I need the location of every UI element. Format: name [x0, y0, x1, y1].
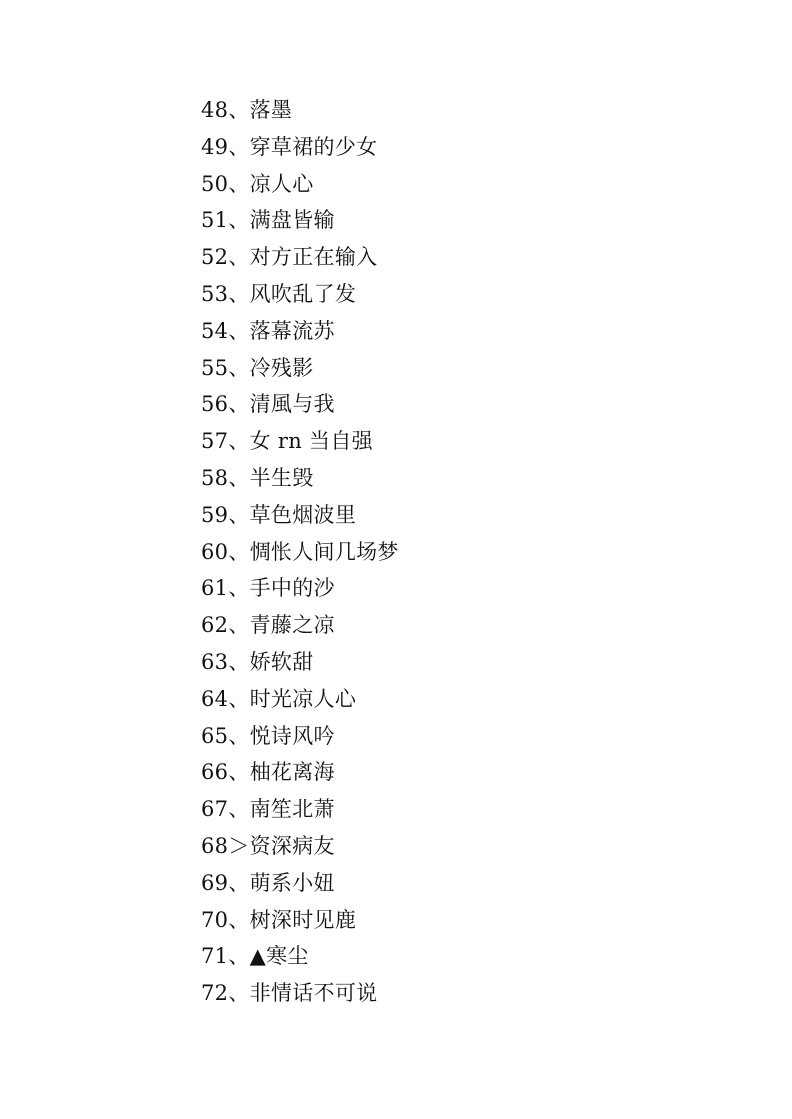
list-item: 51、满盘皆输 [201, 208, 335, 233]
list-item: 66、柚花离海 [201, 760, 335, 785]
list-item: 65、悦诗风吟 [201, 723, 335, 748]
list-item: 63、娇软甜 [201, 649, 314, 674]
list-item: 68＞资深病友 [201, 833, 335, 858]
list-item: 72、非情话不可说 [201, 981, 378, 1006]
list-item: 71、▲寒尘 [201, 944, 309, 969]
list-item: 61、手中的沙 [201, 576, 335, 601]
list-item: 48、落墨 [201, 98, 293, 122]
list-item: 50、凉人心 [201, 171, 314, 196]
list-item: 70、树深时见鹿 [201, 907, 357, 932]
list-item: 69、萌系小妞 [201, 870, 335, 895]
name-list [201, 92, 399, 1012]
list-item: 53、风吹乱了发 [201, 281, 357, 306]
list-item: 57、女 rn 当自强 [201, 429, 373, 454]
list-item: 64、时光凉人心 [201, 686, 357, 711]
list-item: 52、对方正在输入 [201, 245, 378, 270]
list-item: 49、穿草裙的少女 [201, 134, 378, 159]
list-item: 62、青藤之凉 [201, 613, 335, 638]
list-item: 54、落幕流苏 [201, 318, 335, 343]
list-item: 56、清風与我 [201, 392, 335, 417]
list-item: 60、惆怅人间几场梦 [201, 539, 399, 564]
list-item: 55、冷残影 [201, 355, 314, 380]
list-item: 67、南笙北萧 [201, 797, 335, 822]
list-item: 58、半生毁 [201, 465, 314, 490]
list-item: 59、草色烟波里 [201, 502, 357, 527]
